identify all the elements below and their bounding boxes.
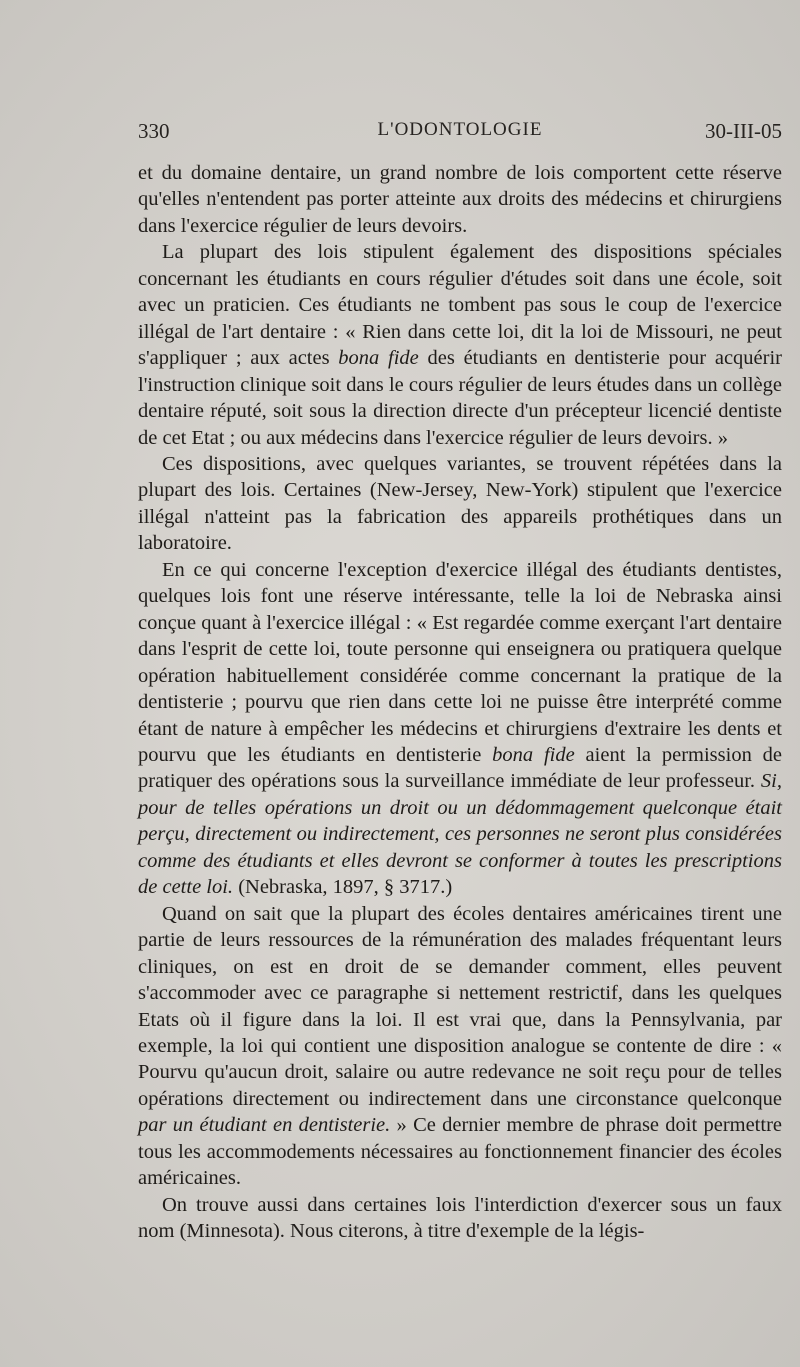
text-span: et du domaine dentaire, un grand nombre de lois comportent cette réserve qu'elles n'entendent pas porter atteinte aux droits des médecins et chirurgiens dans l'exercice régulier de leurs devoirs. (138, 162, 782, 237)
text-span: Ces dispositions, avec quelques variantes, se trouvent répétées dans la plupart des lois. Certaines (New-Jersey, New-York) stipulent que l'exercice illégal n'atteint pas la fabrication des appareils prothétiques dans un laboratoire. (138, 452, 782, 555)
italic-span: Si, pour de telles opérations un droit ou un dédommagement quelconque était perçu, directement ou indirectement, ces personnes ne seront plus considérées comme des étudiants et elles devront se conformer à toutes les prescriptions de cette loi. (138, 770, 782, 899)
text-span: » Ce dernier membre de phrase doit permettre tous les accommodements nécessaires au fonctionnement financier des écoles américaines. (138, 1114, 783, 1190)
text-span: (Nebraska, 1897, § 3717.) (233, 876, 453, 899)
text-span: des étudiants en dentisterie pour acquérir l'instruction clinique soit dans le cours régulier de leurs études dans un collège dentaire réputé, soit sous la direction directe d'un précepteur licencié dentiste de cet Etat ; ou aux médecins dans l'exercice régulier de leurs devoirs. » (138, 347, 782, 449)
paragraph-4 (138, 557, 782, 901)
text-span: On trouve aussi dans certaines lois l'interdiction d'exercer sous un faux nom (Minnesota). Nous citerons, à titre d'exemple de la légis- (138, 1193, 782, 1243)
text-span: En ce qui concerne l'exception d'exercice illégal des étudiants dentistes, quelques lois font une réserve intéressante, telle la loi de Nebraska ainsi conçue quant à l'exercice illégal : « Est regardée comme exerçant l'art dentaire dans l'esprit de cette loi, toute personne qui enseignera ou pratiquera quelque opération habituellement considérée comme concernant la pratique de la dentisterie ; pourvu que rien dans cette loi ne puisse être interprété comme étant de nature à empêcher les médecins et chirurgiens d'extraire les dents et pourvu que les étudiants en dentisterie (138, 558, 782, 766)
issue-date: 30-III-05 (705, 119, 782, 143)
running-header (138, 119, 782, 149)
text-span: La plupart des lois stipulent également des dispositions spéciales concernant les étudiants en cours régulier d'études soit dans une école, soit avec un praticien. Ces étudiants ne tombent pas sous le coup de l'exercice illégal de l'art dentaire : « Rien dans cette loi, dit la loi de Missouri, ne peut s'appliquer ; aux actes (138, 241, 782, 370)
journal-title: L'ODONTOLOGIE (377, 119, 543, 140)
italic-span: bona fide (338, 347, 419, 370)
paragraph-5 (138, 901, 782, 1192)
paragraph-6 (138, 1192, 782, 1245)
body-text (138, 160, 782, 1245)
page-number: 330 (138, 119, 170, 143)
italic-span: par un étudiant en dentisterie. (138, 1114, 391, 1137)
paragraph-3 (138, 451, 782, 557)
italic-span: bona fide (492, 743, 575, 766)
text-span: aient la permission de pratiquer des opérations sous la surveillance immédiate de leur professeur. (138, 743, 782, 793)
paragraph-1 (138, 160, 782, 239)
paragraph-2 (138, 239, 782, 451)
text-span: Quand on sait que la plupart des écoles dentaires américaines tirent une partie de leurs ressources de la rémunération des malades fréquentant leurs cliniques, on est en droit de se demander comment, elles peuvent s'accommoder avec ce paragraphe si nettement restrictif, dans les quelques Etats où il figure dans la loi. Il est vrai que, dans la Pennsylvania, par exemple, la loi qui contient une disposition analogue se contente de dire : « Pourvu qu'aucun droit, salaire ou autre redevance ne soit reçu pour de telles opérations directement ou indirectement dans une circonstance quelconque (138, 902, 782, 1110)
